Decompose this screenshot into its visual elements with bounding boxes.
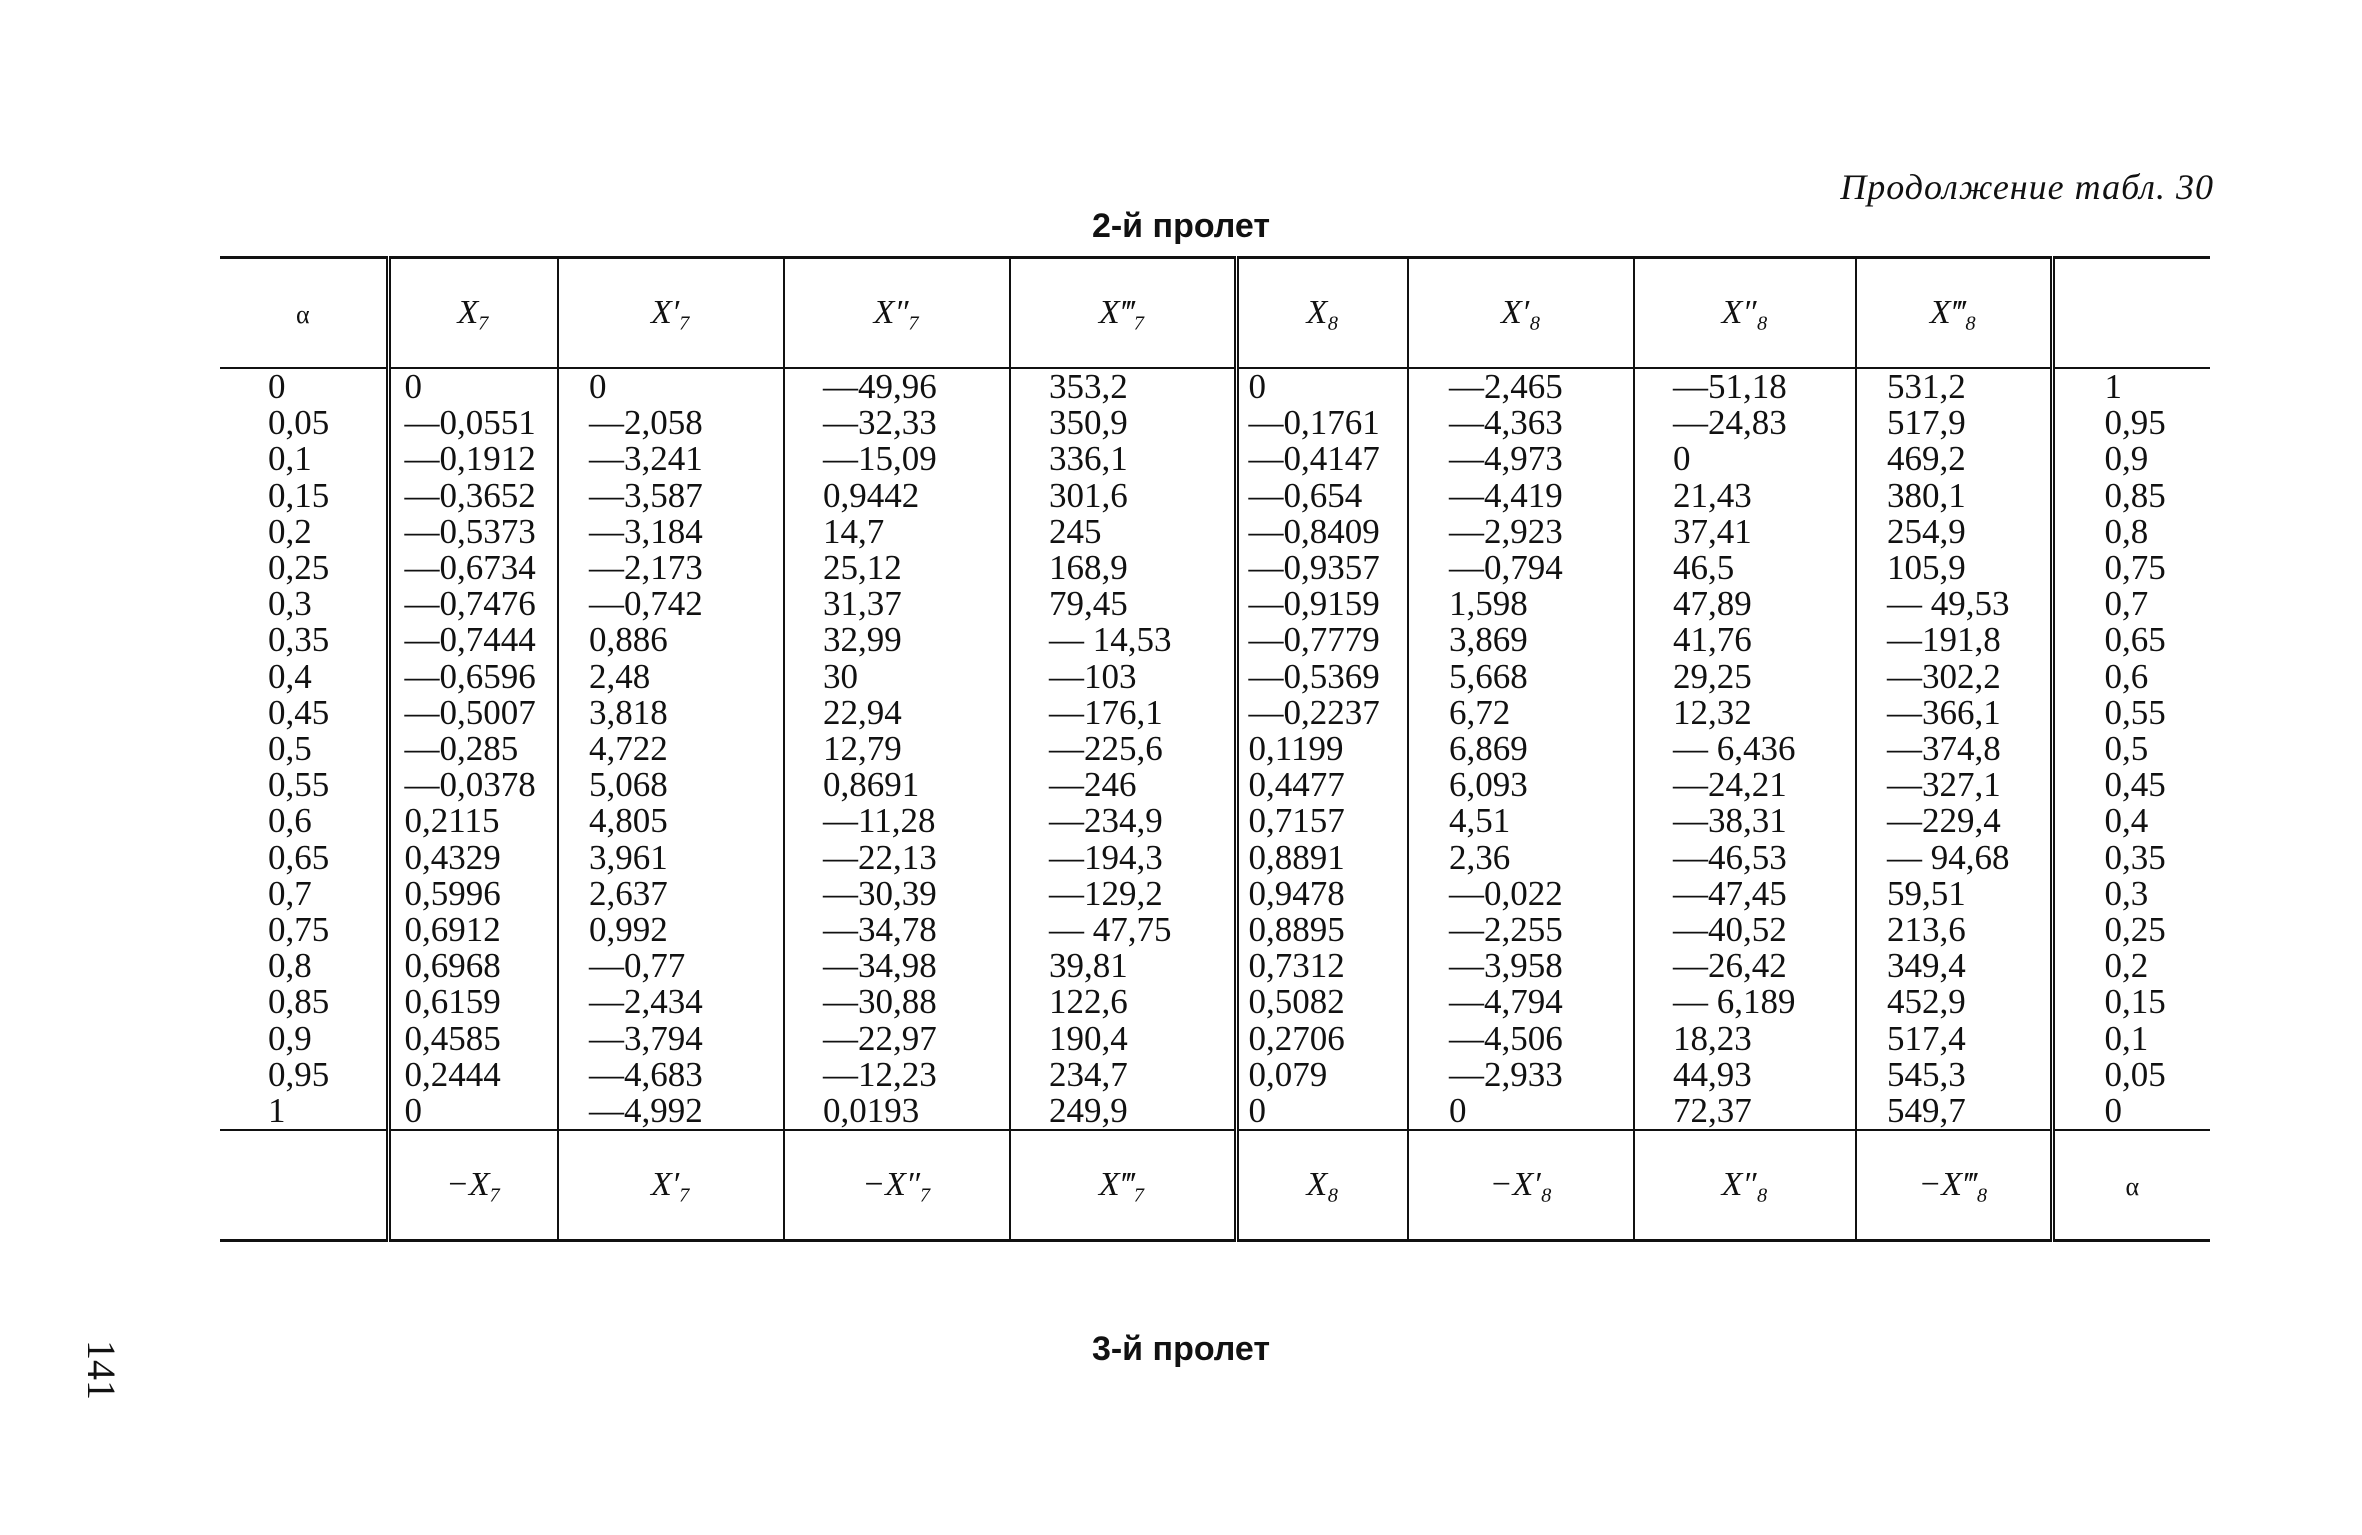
cell-x8ppp-13: — 94,68 — [1887, 837, 2010, 877]
cell-alpha-17: 0,85 — [268, 982, 330, 1022]
cell-x8pp-17: — 6,189 — [1673, 982, 1796, 1022]
cell-x7pp-7: 32,99 — [823, 620, 902, 660]
cell-x7-3: —0,3652 — [404, 475, 536, 515]
cell-x8p-20: 0 — [1449, 1091, 1467, 1131]
cell-x7p-16: —0,77 — [589, 946, 686, 986]
cell-x8ppp-17: 452,9 — [1887, 982, 1966, 1022]
header-top-empty — [2052, 258, 2210, 369]
cell-x7pp-15: —34,78 — [823, 910, 937, 950]
column-alpha — [220, 368, 388, 1130]
cell-x8pp-13: —46,53 — [1673, 837, 1787, 877]
cell-x7ppp-11: —246 — [1049, 765, 1137, 805]
cell-alpha-3: 0,15 — [268, 475, 330, 515]
cell-x8ppp-8: —302,2 — [1887, 656, 2001, 696]
cell-x8-11: 0,4477 — [1248, 765, 1345, 805]
cell-x7ppp-3: 301,6 — [1049, 475, 1128, 515]
cell-alpha-16: 0,8 — [268, 946, 312, 986]
cell-x8-15: 0,8895 — [1248, 910, 1345, 950]
table-continuation-label: Продолжение табл. 30 — [1840, 167, 2214, 207]
header-bottom-neg-x8-triple-prime: −X‴₈ — [1856, 1130, 2052, 1241]
cell-alpha2-12: 0,4 — [2104, 801, 2149, 841]
cell-x8-10: 0,1199 — [1248, 729, 1344, 769]
cell-x8p-5: —0,794 — [1449, 548, 1563, 588]
header-bottom-x8-double-prime: X″₈ — [1634, 1130, 1856, 1241]
cell-x8pp-16: —26,42 — [1673, 946, 1787, 986]
cell-x7ppp-19: 234,7 — [1049, 1054, 1128, 1094]
cell-x7-9: —0,5007 — [404, 692, 536, 732]
cell-alpha-20: 1 — [268, 1091, 286, 1131]
cell-x8pp-12: —38,31 — [1673, 801, 1787, 841]
cell-x7-13: 0,4329 — [404, 837, 501, 877]
cell-x8pp-8: 29,25 — [1673, 656, 1752, 696]
cell-x8p-9: 6,72 — [1449, 692, 1511, 732]
cell-x8-17: 0,5082 — [1248, 982, 1345, 1022]
cell-alpha2-10: 0,5 — [2104, 729, 2149, 769]
column-x7 — [388, 368, 558, 1130]
header-top-x8: X₈ — [1236, 258, 1408, 369]
cell-x7ppp-5: 168,9 — [1049, 548, 1128, 588]
cell-x8ppp-10: —374,8 — [1887, 729, 2001, 769]
cell-x7pp-13: —22,13 — [823, 837, 937, 877]
cell-x8ppp-11: —327,1 — [1887, 765, 2001, 805]
cell-x7pp-17: —30,88 — [823, 982, 937, 1022]
cell-alpha-12: 0,6 — [268, 801, 312, 841]
table-body-row — [220, 368, 2210, 1130]
cell-x7-17: 0,6159 — [404, 982, 501, 1022]
cell-x7pp-19: —12,23 — [823, 1054, 937, 1094]
header-bottom-empty — [220, 1130, 388, 1241]
cell-x7-18: 0,4585 — [404, 1018, 501, 1058]
cell-x7p-7: 0,886 — [589, 620, 668, 660]
cell-x8ppp-20: 549,7 — [1887, 1091, 1966, 1131]
cell-x7pp-12: —11,28 — [823, 801, 936, 841]
header-bottom-x7-triple-prime: X‴₇ — [1010, 1130, 1236, 1241]
cell-x8pp-9: 12,32 — [1673, 692, 1752, 732]
header-top-x7-double-prime: X″₇ — [784, 258, 1010, 369]
cell-alpha2-4: 0,8 — [2104, 511, 2149, 551]
cell-x7p-2: —3,241 — [589, 439, 703, 479]
cell-x7ppp-12: —234,9 — [1049, 801, 1163, 841]
cell-x8pp-11: —24,21 — [1673, 765, 1787, 805]
cell-alpha-2: 0,1 — [268, 439, 312, 479]
cell-x8pp-0: —51,18 — [1673, 367, 1787, 406]
cell-x7p-12: 4,805 — [589, 801, 668, 841]
cell-x8-5: —0,9357 — [1248, 548, 1380, 588]
cell-x8ppp-1: 517,9 — [1887, 403, 1966, 443]
coefficients-table — [220, 256, 2210, 1242]
cell-x7-15: 0,6912 — [404, 910, 501, 950]
cell-alpha-14: 0,7 — [268, 873, 312, 913]
cell-x7ppp-0: 353,2 — [1049, 367, 1128, 406]
column-x8-triple-prime — [1856, 368, 2052, 1130]
cell-alpha-1: 0,05 — [268, 403, 330, 443]
cell-x8p-1: —4,363 — [1449, 403, 1563, 443]
cell-x8pp-18: 18,23 — [1673, 1018, 1752, 1058]
cell-x7ppp-20: 249,9 — [1049, 1091, 1128, 1131]
cell-x8-2: —0,4147 — [1248, 439, 1380, 479]
cell-x7-5: —0,6734 — [404, 548, 536, 588]
cell-x8-4: —0,8409 — [1248, 511, 1380, 551]
cell-x7p-8: 2,48 — [589, 656, 651, 696]
cell-alpha-11: 0,55 — [268, 765, 330, 805]
cell-x7pp-1: —32,33 — [823, 403, 937, 443]
cell-x7ppp-16: 39,81 — [1049, 946, 1128, 986]
cell-x8-9: —0,2237 — [1248, 692, 1380, 732]
cell-x7pp-4: 14,7 — [823, 511, 885, 551]
column-x8-double-prime — [1634, 368, 1856, 1130]
cell-x8p-0: —2,465 — [1449, 367, 1563, 406]
cell-x7ppp-4: 245 — [1049, 511, 1102, 551]
column-x7-triple-prime — [1010, 368, 1236, 1130]
cell-x7-14: 0,5996 — [404, 873, 501, 913]
cell-x7-2: —0,1912 — [404, 439, 536, 479]
cell-alpha-15: 0,75 — [268, 910, 330, 950]
cell-x8p-4: —2,923 — [1449, 511, 1563, 551]
cell-x7p-15: 0,992 — [589, 910, 668, 950]
cell-x8ppp-7: —191,8 — [1887, 620, 2001, 660]
cell-x7p-5: —2,173 — [589, 548, 703, 588]
cell-x8ppp-5: 105,9 — [1887, 548, 1966, 588]
cell-x7-16: 0,6968 — [404, 946, 501, 986]
cell-x8ppp-0: 531,2 — [1887, 367, 1966, 406]
cell-alpha2-3: 0,85 — [2104, 475, 2166, 515]
page-number: 141 — [79, 1340, 124, 1400]
cell-x8ppp-4: 254,9 — [1887, 511, 1966, 551]
header-row-top — [220, 258, 2210, 369]
cell-x7pp-11: 0,8691 — [823, 765, 920, 805]
cell-x7ppp-9: —176,1 — [1049, 692, 1163, 732]
cell-x8pp-15: —40,52 — [1673, 910, 1787, 950]
cell-alpha2-20: 0 — [2104, 1091, 2122, 1131]
cell-x7-4: —0,5373 — [404, 511, 536, 551]
cell-x7p-10: 4,722 — [589, 729, 668, 769]
cell-alpha2-11: 0,45 — [2104, 765, 2166, 805]
cell-x8-13: 0,8891 — [1248, 837, 1345, 877]
cell-alpha2-13: 0,35 — [2104, 837, 2166, 877]
cell-x7ppp-14: —129,2 — [1049, 873, 1163, 913]
cell-x7p-14: 2,637 — [589, 873, 668, 913]
cell-x7p-18: —3,794 — [589, 1018, 703, 1058]
cell-x7ppp-13: —194,3 — [1049, 837, 1163, 877]
header-bottom-neg-x7-double-prime: −X″₇ — [784, 1130, 1010, 1241]
cell-x8p-7: 3,869 — [1449, 620, 1528, 660]
header-top-x7-prime: X′₇ — [558, 258, 784, 369]
cell-x8ppp-12: —229,4 — [1887, 801, 2001, 841]
cell-x7pp-0: —49,96 — [823, 367, 937, 406]
column-x8-prime — [1408, 368, 1634, 1130]
cell-x7p-13: 3,961 — [589, 837, 668, 877]
cell-x7pp-16: —34,98 — [823, 946, 937, 986]
cell-x7pp-3: 0,9442 — [823, 475, 920, 515]
cell-alpha-18: 0,9 — [268, 1018, 312, 1058]
cell-x7p-20: —4,992 — [589, 1091, 703, 1131]
cell-x7p-11: 5,068 — [589, 765, 668, 805]
cell-x8-19: 0,079 — [1248, 1054, 1328, 1094]
header-bottom-x7-prime: X′₇ — [558, 1130, 784, 1241]
cell-x8pp-5: 46,5 — [1673, 548, 1735, 588]
cell-alpha-6: 0,3 — [268, 584, 312, 624]
cell-alpha2-1: 0,95 — [2104, 403, 2166, 443]
cell-x7ppp-10: —225,6 — [1049, 729, 1163, 769]
cell-x8ppp-2: 469,2 — [1887, 439, 1966, 479]
cell-x8ppp-16: 349,4 — [1887, 946, 1966, 986]
header-bottom-neg-x7: −X₇ — [388, 1130, 558, 1241]
cell-x8p-3: —4,419 — [1449, 475, 1563, 515]
column-alpha-reverse — [2052, 368, 2210, 1130]
cell-alpha-0: 0 — [268, 367, 286, 406]
cell-x8-8: —0,5369 — [1248, 656, 1380, 696]
cell-x7p-1: —2,058 — [589, 403, 703, 443]
cell-x8ppp-6: — 49,53 — [1887, 584, 2010, 624]
cell-x7-6: —0,7476 — [404, 584, 536, 624]
cell-x7p-17: —2,434 — [589, 982, 703, 1022]
cell-alpha2-0: 1 — [2104, 367, 2122, 406]
cell-x8pp-10: — 6,436 — [1673, 729, 1796, 769]
cell-x8p-14: —0,022 — [1449, 873, 1563, 913]
cell-alpha2-18: 0,1 — [2104, 1018, 2149, 1058]
cell-x7-12: 0,2115 — [404, 801, 500, 841]
cell-alpha-5: 0,25 — [268, 548, 330, 588]
column-x7-prime — [558, 368, 784, 1130]
cell-x7pp-14: —30,39 — [823, 873, 937, 913]
column-x8 — [1236, 368, 1408, 1130]
cell-x8-0: 0 — [1248, 367, 1266, 406]
header-top-x7-triple-prime: X‴₇ — [1010, 258, 1236, 369]
cell-x7p-6: —0,742 — [589, 584, 703, 624]
cell-x8-1: —0,1761 — [1248, 403, 1380, 443]
cell-x8p-19: —2,933 — [1449, 1054, 1563, 1094]
cell-alpha2-5: 0,75 — [2104, 548, 2166, 588]
cell-x8pp-7: 41,76 — [1673, 620, 1752, 660]
cell-x8p-13: 2,36 — [1449, 837, 1511, 877]
cell-x7-7: —0,7444 — [404, 620, 536, 660]
cell-x7ppp-17: 122,6 — [1049, 982, 1128, 1022]
cell-x8ppp-18: 517,4 — [1887, 1018, 1966, 1058]
cell-x7ppp-2: 336,1 — [1049, 439, 1128, 479]
cell-x8ppp-9: —366,1 — [1887, 692, 2001, 732]
cell-x8p-8: 5,668 — [1449, 656, 1528, 696]
cell-x7p-3: —3,587 — [589, 475, 703, 515]
cell-x7p-4: —3,184 — [589, 511, 703, 551]
cell-alpha2-7: 0,65 — [2104, 620, 2166, 660]
cell-x8p-18: —4,506 — [1449, 1018, 1563, 1058]
cell-x8-3: —0,654 — [1248, 475, 1363, 515]
cell-x8ppp-14: 59,51 — [1887, 873, 1966, 913]
cell-x8ppp-15: 213,6 — [1887, 910, 1966, 950]
header-row-bottom — [220, 1130, 2210, 1241]
cell-x8-12: 0,7157 — [1248, 801, 1345, 841]
cell-x8p-15: —2,255 — [1449, 910, 1563, 950]
cell-x7-8: —0,6596 — [404, 656, 536, 696]
cell-x7-10: —0,285 — [404, 729, 519, 769]
cell-alpha-9: 0,45 — [268, 692, 330, 732]
cell-x7-1: —0,0551 — [404, 403, 536, 443]
cell-x7pp-2: —15,09 — [823, 439, 937, 479]
cell-x7-19: 0,2444 — [404, 1054, 501, 1094]
cell-x7pp-6: 31,37 — [823, 584, 902, 624]
header-top-x8-prime: X′₈ — [1408, 258, 1634, 369]
cell-alpha-13: 0,65 — [268, 837, 330, 877]
cell-x7-11: —0,0378 — [404, 765, 536, 805]
cell-x7ppp-8: —103 — [1049, 656, 1137, 696]
cell-x7ppp-7: — 14,53 — [1049, 620, 1172, 660]
cell-alpha-10: 0,5 — [268, 729, 312, 769]
cell-alpha2-15: 0,25 — [2104, 910, 2166, 950]
cell-x8-7: —0,7779 — [1248, 620, 1380, 660]
cell-x7ppp-18: 190,4 — [1049, 1018, 1128, 1058]
cell-x8p-11: 6,093 — [1449, 765, 1528, 805]
cell-x8-20: 0 — [1248, 1091, 1266, 1131]
cell-x8pp-1: —24,83 — [1673, 403, 1787, 443]
cell-alpha2-19: 0,05 — [2104, 1054, 2166, 1094]
top-span-title: 2-й пролет — [1091, 207, 1271, 245]
cell-x7pp-8: 30 — [823, 656, 858, 696]
cell-x8p-17: —4,794 — [1449, 982, 1563, 1022]
cell-alpha2-17: 0,15 — [2104, 982, 2166, 1022]
cell-x8-14: 0,9478 — [1248, 873, 1345, 913]
cell-x8p-16: —3,958 — [1449, 946, 1563, 986]
cell-alpha2-16: 0,2 — [2104, 946, 2149, 986]
cell-alpha2-6: 0,7 — [2104, 584, 2149, 624]
cell-x8pp-20: 72,37 — [1673, 1091, 1752, 1131]
header-bottom-neg-x8-prime: −X′₈ — [1408, 1130, 1634, 1241]
cell-x7pp-10: 12,79 — [823, 729, 902, 769]
cell-x8ppp-3: 380,1 — [1887, 475, 1966, 515]
cell-x7ppp-6: 79,45 — [1049, 584, 1128, 624]
cell-x7ppp-15: — 47,75 — [1049, 910, 1172, 950]
header-top-x8-triple-prime: X‴₈ — [1856, 258, 2052, 369]
cell-x7pp-9: 22,94 — [823, 692, 902, 732]
cell-x8pp-14: —47,45 — [1673, 873, 1787, 913]
cell-x8-6: —0,9159 — [1248, 584, 1380, 624]
header-top-x8-double-prime: X″₈ — [1634, 258, 1856, 369]
cell-alpha-7: 0,35 — [268, 620, 330, 660]
cell-alpha2-2: 0,9 — [2104, 439, 2149, 479]
header-bottom-alpha: α — [2052, 1130, 2210, 1241]
cell-alpha-4: 0,2 — [268, 511, 312, 551]
cell-x8pp-3: 21,43 — [1673, 475, 1752, 515]
cell-x8ppp-19: 545,3 — [1887, 1054, 1966, 1094]
cell-x8pp-2: 0 — [1673, 439, 1691, 479]
cell-x7pp-18: —22,97 — [823, 1018, 937, 1058]
cell-x8pp-4: 37,41 — [1673, 511, 1752, 551]
cell-alpha-8: 0,4 — [268, 656, 312, 696]
cell-alpha2-8: 0,6 — [2104, 656, 2149, 696]
bottom-span-title: 3-й пролет — [1091, 1330, 1271, 1368]
header-top-x7: X₇ — [388, 258, 558, 369]
cell-x8p-2: —4,973 — [1449, 439, 1563, 479]
cell-x7p-9: 3,818 — [589, 692, 668, 732]
cell-x7p-19: —4,683 — [589, 1054, 703, 1094]
cell-x8p-6: 1,598 — [1449, 584, 1528, 624]
cell-x7p-0: 0 — [589, 367, 607, 406]
cell-x8pp-19: 44,93 — [1673, 1054, 1752, 1094]
cell-x8-18: 0,2706 — [1248, 1018, 1345, 1058]
cell-x8p-10: 6,869 — [1449, 729, 1528, 769]
cell-x8pp-6: 47,89 — [1673, 584, 1752, 624]
cell-alpha2-14: 0,3 — [2104, 873, 2149, 913]
header-bottom-x8: X₈ — [1236, 1130, 1408, 1241]
cell-x8p-12: 4,51 — [1449, 801, 1511, 841]
cell-alpha2-9: 0,55 — [2104, 692, 2166, 732]
cell-x7-0: 0 — [404, 367, 422, 406]
column-x7-double-prime — [784, 368, 1010, 1130]
cell-x7-20: 0 — [404, 1091, 422, 1131]
cell-x8-16: 0,7312 — [1248, 946, 1345, 986]
cell-x7pp-20: 0,0193 — [823, 1091, 920, 1131]
cell-x7pp-5: 25,12 — [823, 548, 902, 588]
cell-alpha-19: 0,95 — [268, 1054, 330, 1094]
header-top-alpha: α — [220, 258, 388, 369]
cell-x7ppp-1: 350,9 — [1049, 403, 1128, 443]
